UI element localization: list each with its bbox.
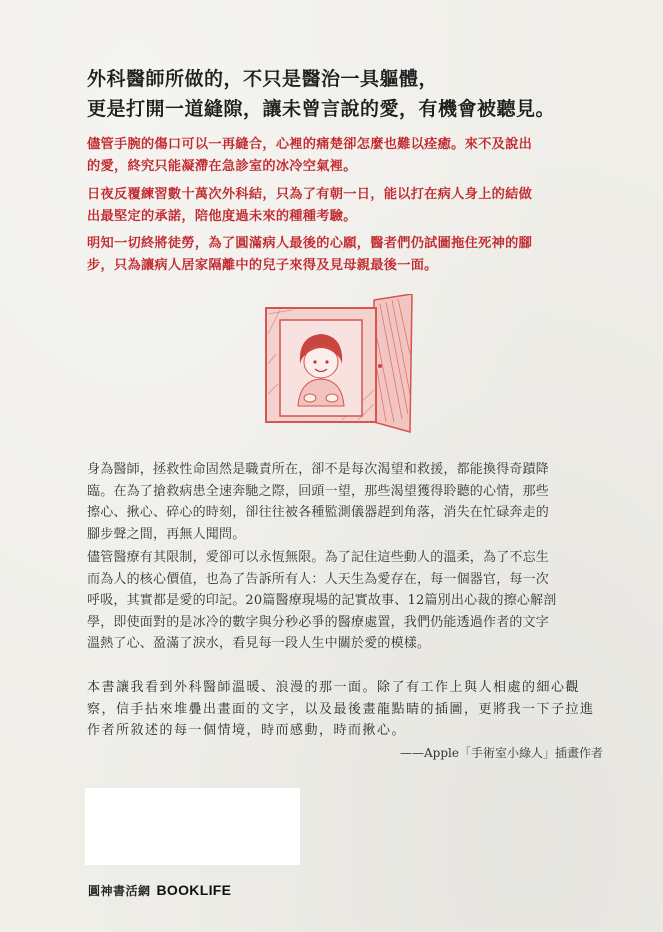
highlight-paragraph [87,134,585,178]
publisher-name-en: BOOKLIFE [156,882,232,898]
body-line: 而為人的核心價值，也為了告訴所有人：人天生為愛存在，每一個器官，每一次 [87,571,550,587]
body-line: 溫熱了心、盈滿了淚水，看見每一段人生中關於愛的模樣。 [87,636,431,651]
publisher-logo [88,880,231,900]
body-line: 儘管醫療有其限制，愛卻可以永恆無限。為了記住這些動人的溫柔，為了不忘生 [87,550,550,565]
highlight-line: 明知一切終將徒勞，為了圓滿病人最後的心願，醫者們仍試圖拖住死神的腳 [87,236,533,251]
review-line: 本書讓我看到外科醫師溫暖、浪漫的那一面。除了有工作上與人相處的細心觀 [87,680,581,695]
highlight-line: 日夜反覆練習數十萬次外科結，只為了有朝一日，能以打在病人身上的結做 [87,187,533,202]
highlight-line: 的愛，終究只能凝滯在急診室的冰冷空氣裡。 [87,159,357,174]
headline-line: 更是打開一道縫隙，讓未曾言說的愛，有機會被聽見。 [87,98,556,120]
review-quote [87,677,595,742]
highlight-line: 出最堅定的承諾，陪他度過未來的種種考驗。 [87,209,357,224]
headline [87,64,607,124]
highlight-line: 步，只為讓病人居家隔離中的兒子來得及見母親最後一面。 [87,258,438,273]
body-line: 身為醫師，拯救性命固然是職責所在，卻不是每次渴望和救援，都能換得奇蹟降 [87,462,550,477]
publisher-name-cn: 圓神書活網 [88,883,151,898]
highlight-line: 儘管手腕的傷口可以一再縫合，心裡的痛楚卻怎麼也難以痊癒。來不及說出 [87,137,533,152]
body-paragraph [87,547,587,655]
barcode-area [85,788,300,865]
body-line: 臨。在為了搶救病患全速奔馳之際，回頭一望，那些渴望獲得聆聽的心情，那些 [87,483,550,499]
body-line: 腳步聲之間，再無人聞問。 [87,526,246,542]
door-illustration [262,294,422,434]
highlight-paragraph [87,233,585,277]
review-credit: ——Apple「手術室小綠人」插畫作者 [400,746,603,760]
headline-line: 外科醫師所做的，不只是醫治一具軀體， [87,68,439,90]
body-paragraph [87,459,587,545]
highlight-paragraph [87,184,585,228]
body-line: 呼吸，其實都是愛的印記。20篇醫療現場的記實故事、12篇別出心裁的擦心解剖 [87,593,557,608]
review-line: 作者所敘述的每一個情境，時而感動，時而揪心。 [87,723,407,738]
review-line: 察，信手拈來堆疊出畫面的文字，以及最後畫龍點睛的插圖，更將我一下子拉進 [87,701,595,717]
body-line: 學，即使面對的是冰冷的數字與分秒必爭的醫療處置，我們仍能透過作者的文字 [87,614,550,630]
body-line: 擦心、揪心、碎心的時刻，卻往往被各種監測儀器趕到角落，消失在忙碌奔走的 [87,505,550,520]
